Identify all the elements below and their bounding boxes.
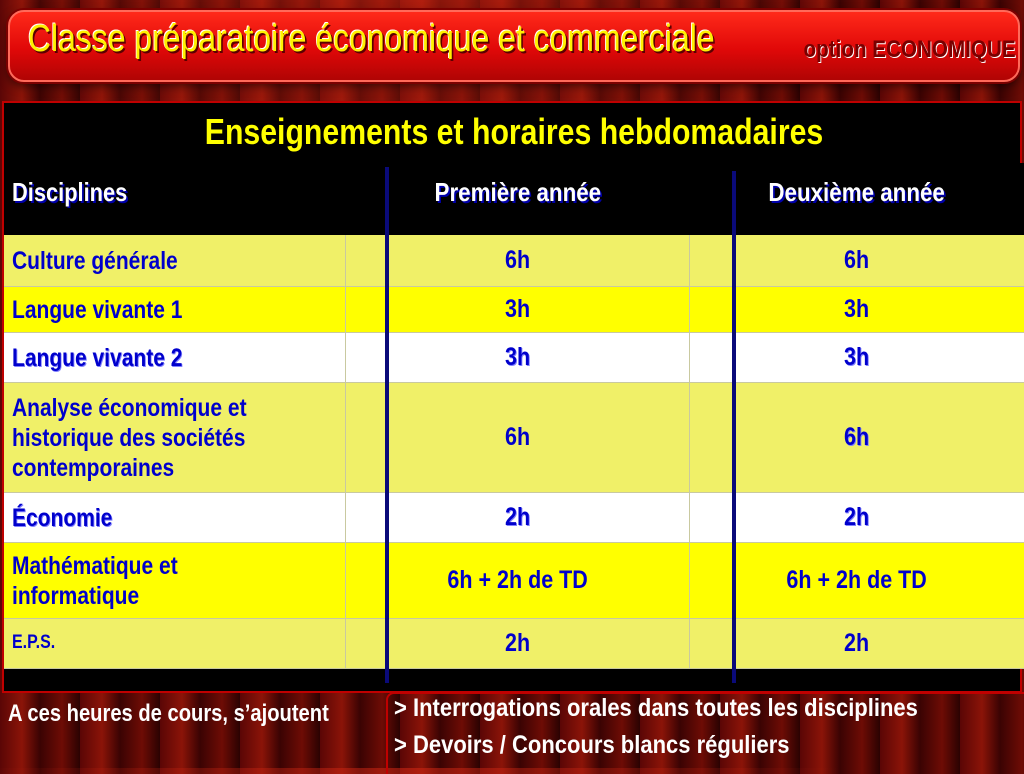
second-year-hours: 2h	[844, 503, 870, 531]
first-year-hours: 6h + 2h de TD	[346, 543, 690, 618]
footer-intro: A ces heures de cours, s’ajoutent	[8, 700, 329, 727]
table-row	[4, 287, 1024, 333]
first-year-hours: 3h	[346, 287, 690, 332]
first-year-hours: 6h	[346, 383, 690, 492]
second-year-hours: 6h	[844, 423, 870, 451]
table-header-row	[4, 163, 1024, 235]
first-year-hours: 6h	[346, 235, 690, 286]
first-year-hours: 3h	[346, 333, 690, 382]
discipline-cell: Économie	[4, 493, 346, 542]
first-year-hours: 2h	[346, 619, 690, 668]
first-year-hours: 2h	[346, 493, 690, 542]
header-first-year: Première année	[434, 177, 602, 207]
second-year-hours: 2h	[844, 629, 870, 657]
main-title: Classe préparatoire économique et commerciale	[28, 18, 715, 60]
second-year-hours: 6h + 2h de TD	[786, 566, 928, 594]
discipline-cell: Langue vivante 2	[4, 333, 346, 382]
discipline-cell: Analyse économique et historique des sociétés contemporaines	[4, 383, 346, 492]
table-row	[4, 383, 1024, 493]
table-row	[4, 543, 1024, 619]
second-year-hours: 6h	[844, 246, 870, 274]
header-second-year: Deuxième année	[768, 177, 946, 207]
second-year-hours: 3h	[844, 295, 870, 323]
schedule-table	[4, 163, 1024, 669]
second-year-hours: 3h	[844, 343, 870, 371]
discipline-cell: Langue vivante 1	[4, 287, 346, 332]
header-disciplines: Disciplines	[12, 177, 128, 207]
column-divider-line	[385, 167, 389, 683]
table-row	[4, 235, 1024, 287]
table-row	[4, 619, 1024, 669]
title-banner	[8, 10, 1020, 82]
section-subtitle: Enseignements et horaires hebdomadaires	[204, 111, 824, 152]
discipline-cell: E.P.S.	[4, 619, 346, 668]
column-divider-line	[732, 171, 736, 683]
option-label: option ECONOMIQUE	[803, 36, 1016, 63]
discipline-cell: Mathématique et informatique	[4, 543, 346, 618]
table-row	[4, 493, 1024, 543]
discipline-cell: Culture générale	[4, 235, 346, 286]
footer-line-mock-exams: > Devoirs / Concours blancs réguliers	[394, 731, 790, 759]
table-row	[4, 333, 1024, 383]
schedule-panel	[2, 101, 1022, 693]
footer-line-oral-exams: > Interrogations orales dans toutes les disciplines	[394, 694, 918, 722]
